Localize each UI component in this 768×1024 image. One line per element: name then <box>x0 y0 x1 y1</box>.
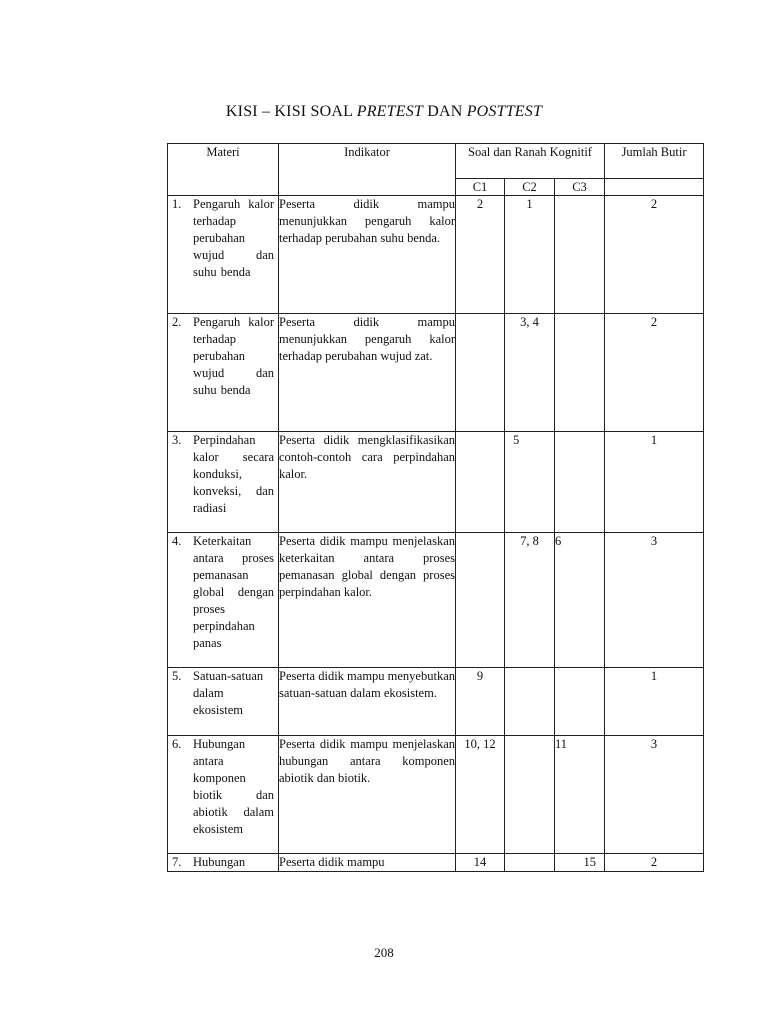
cell-indikator: Peserta didik mampu menunjukkan pengaruh kalor terhadap perubahan wujud zat. <box>279 314 456 432</box>
header-jumlah-empty <box>605 179 704 196</box>
cell-c2: 1 <box>505 196 555 314</box>
cell-c2 <box>505 854 555 872</box>
cell-jumlah: 3 <box>605 533 704 668</box>
cell-materi: 5. Satuan-satuan dalam ekosistem <box>168 668 279 736</box>
page-number: 208 <box>374 945 394 960</box>
cell-c1: 9 <box>456 668 505 736</box>
cell-c3 <box>555 196 605 314</box>
cell-c2 <box>505 668 555 736</box>
cell-materi: 4. Keterkaitan antara proses pemanasan global dengan proses perpindahan panas <box>168 533 279 668</box>
cell-c3 <box>555 432 605 533</box>
table-row <box>168 668 704 736</box>
header-c3: C3 <box>555 179 605 196</box>
cell-indikator: Peserta didik mampu menjelaskan keterkaitan antara proses pemanasan global dengan proses perpindahan kalor. <box>279 533 456 668</box>
cell-c2: 7, 8 <box>505 533 555 668</box>
document-title: KISI – KISI SOAL PRETEST DAN POSTTEST <box>225 103 543 120</box>
header-jumlah: Jumlah Butir <box>605 144 704 179</box>
cell-jumlah: 1 <box>605 432 704 533</box>
cell-c2: 5 <box>505 432 555 533</box>
table-row <box>168 533 704 668</box>
header-row <box>168 144 704 179</box>
table-row <box>168 314 704 432</box>
table-row <box>168 854 704 872</box>
cell-c3 <box>555 314 605 432</box>
cell-c3: 15 <box>555 854 605 872</box>
cell-c1: 14 <box>456 854 505 872</box>
cell-materi: 6. Hubungan antara komponen biotik dan abiotik dalam ekosistem <box>168 736 279 854</box>
cell-jumlah: 2 <box>605 854 704 872</box>
cell-c3 <box>555 668 605 736</box>
table-row <box>168 432 704 533</box>
cell-jumlah: 2 <box>605 314 704 432</box>
cell-jumlah: 1 <box>605 668 704 736</box>
cell-materi: 3. Perpindahan kalor secara konduksi, konveksi, dan radiasi <box>168 432 279 533</box>
cell-c1 <box>456 533 505 668</box>
header-materi: Materi <box>168 144 279 196</box>
cell-c1 <box>456 314 505 432</box>
cell-indikator: Peserta didik mampu <box>279 854 456 872</box>
cell-jumlah: 3 <box>605 736 704 854</box>
cell-materi: 7. Hubungan <box>168 854 279 872</box>
cell-indikator: Peserta didik mampu menunjukkan pengaruh kalor terhadap perubahan suhu benda. <box>279 196 456 314</box>
cell-c1: 10, 12 <box>456 736 505 854</box>
table-row <box>168 196 704 314</box>
cell-jumlah: 2 <box>605 196 704 314</box>
title-posttest: POSTTEST <box>466 103 543 120</box>
cell-c2: 3, 4 <box>505 314 555 432</box>
cell-c3: 11 <box>555 736 605 854</box>
cell-materi: 2. Pengaruh kalor terhadap perubahan wujud dan suhu benda <box>168 314 279 432</box>
cell-c1 <box>456 432 505 533</box>
cell-c3: 6 <box>555 533 605 668</box>
table-row <box>168 736 704 854</box>
header-soal-ranah: Soal dan Ranah Kognitif <box>456 144 605 179</box>
header-c2: C2 <box>505 179 555 196</box>
cell-indikator: Peserta didik mengklasifikasikan contoh-contoh cara perpindahan kalor. <box>279 432 456 533</box>
title-pretest: PRETEST <box>356 103 424 120</box>
cell-materi: 1. Pengaruh kalor terhadap perubahan wujud dan suhu benda <box>168 196 279 314</box>
header-indikator: Indikator <box>279 144 456 196</box>
cell-c1: 2 <box>456 196 505 314</box>
cell-indikator: Peserta didik mampu menyebutkan satuan-satuan dalam ekosistem. <box>279 668 456 736</box>
cell-indikator: Peserta didik mampu menjelaskan hubungan antara komponen abiotik dan biotik. <box>279 736 456 854</box>
header-c1: C1 <box>456 179 505 196</box>
cell-c2 <box>505 736 555 854</box>
kisi-table <box>167 143 704 872</box>
